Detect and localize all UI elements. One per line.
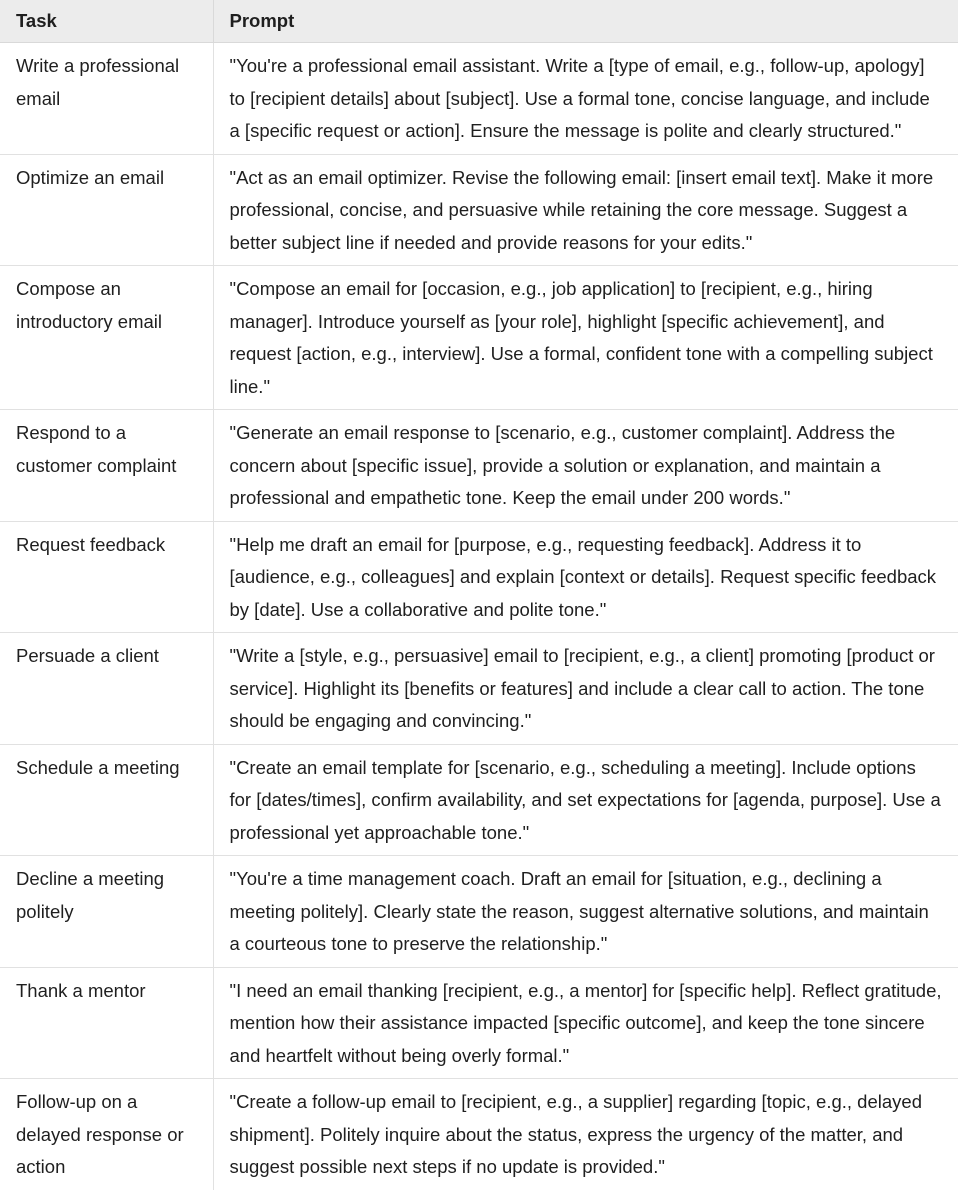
prompt-cell: "Create an email template for [scenario, e.g., scheduling a meeting]. Include options for [dates/times], confirm availability, and set expectations for [agenda, purpose]. Use a professional yet approachable tone." <box>213 744 958 856</box>
header-task: Task <box>0 0 213 43</box>
prompt-cell: "Create a follow-up email to [recipient, e.g., a supplier] regarding [topic, e.g., delayed shipment]. Politely inquire about the status, express the urgency of the matter, and suggest possible next steps if no update is provided." <box>213 1079 958 1190</box>
task-cell: Write a professional email <box>0 43 213 155</box>
table-row <box>0 154 958 266</box>
prompt-cell: "I need an email thanking [recipient, e.g., a mentor] for [specific help]. Reflect gratitude, mention how their assistance impacted [specific outcome], and keep the tone sincere and heartfelt without being overly formal." <box>213 967 958 1079</box>
task-cell: Optimize an email <box>0 154 213 266</box>
prompt-cell: "Act as an email optimizer. Revise the following email: [insert email text]. Make it more professional, concise, and persuasive while retaining the core message. Suggest a better subject line if needed and provide reasons for your edits." <box>213 154 958 266</box>
table-row <box>0 633 958 745</box>
task-cell: Decline a meeting politely <box>0 856 213 968</box>
task-cell: Persuade a client <box>0 633 213 745</box>
table-row <box>0 521 958 633</box>
task-cell: Respond to a customer complaint <box>0 410 213 522</box>
table-row <box>0 43 958 155</box>
prompt-cell: "Generate an email response to [scenario, e.g., customer complaint]. Address the concern about [specific issue], provide a solution or explanation, and maintain a professional and empathetic tone. Keep the email under 200 words." <box>213 410 958 522</box>
prompt-cell: "Write a [style, e.g., persuasive] email to [recipient, e.g., a client] promoting [product or service]. Highlight its [benefits or features] and include a clear call to action. The tone should be engaging and convincing." <box>213 633 958 745</box>
table-header-row <box>0 0 958 43</box>
table-row <box>0 856 958 968</box>
table-row <box>0 410 958 522</box>
table-row <box>0 266 958 410</box>
table-row <box>0 1079 958 1190</box>
table-row <box>0 967 958 1079</box>
prompt-cell: "You're a professional email assistant. Write a [type of email, e.g., follow-up, apology] to [recipient details] about [subject]. Use a formal tone, concise language, and include a [specific request or action]. Ensure the message is polite and clearly structured." <box>213 43 958 155</box>
prompt-cell: "Help me draft an email for [purpose, e.g., requesting feedback]. Address it to [audience, e.g., colleagues] and explain [context or details]. Request specific feedback by [date]. Use a collaborative and polite tone." <box>213 521 958 633</box>
prompt-cell: "Compose an email for [occasion, e.g., job application] to [recipient, e.g., hiring manager]. Introduce yourself as [your role], highlight [specific achievement], and request [action, e.g., interview]. Use a formal, confident tone with a compelling subject line." <box>213 266 958 410</box>
task-cell: Follow-up on a delayed response or action <box>16 1091 184 1177</box>
task-cell: Request feedback <box>0 521 213 633</box>
task-cell: Schedule a meeting <box>0 744 213 856</box>
header-prompt: Prompt <box>213 0 958 43</box>
prompt-cell: "You're a time management coach. Draft an email for [situation, e.g., declining a meeting politely]. Clearly state the reason, suggest alternative solutions, and maintain a courteous tone to preserve the relationship." <box>213 856 958 968</box>
task-cell: Compose an introductory email <box>0 266 213 410</box>
table-row <box>0 744 958 856</box>
task-cell: Thank a mentor <box>0 967 213 1079</box>
